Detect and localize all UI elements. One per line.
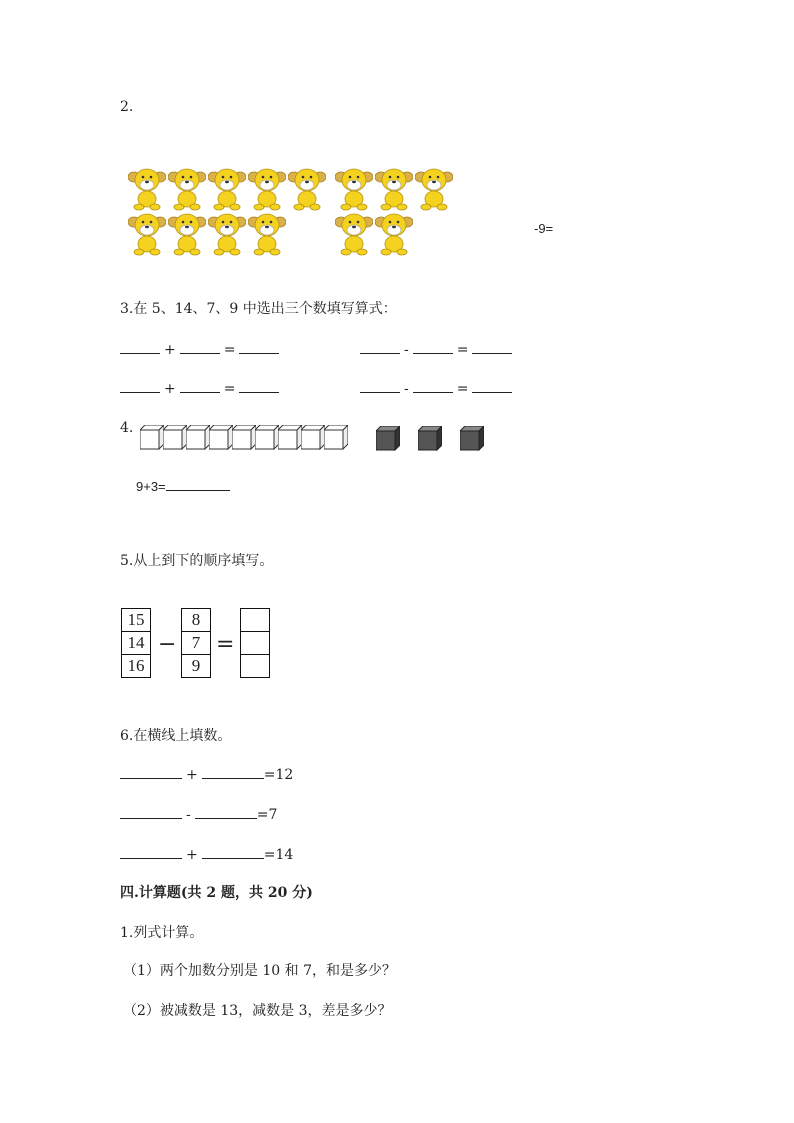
answer-blank[interactable] [120, 804, 182, 819]
plus-sign: + [164, 342, 176, 358]
result-text: =7 [256, 807, 278, 823]
q3-eq-plus-1 [120, 339, 279, 360]
dog-icon [128, 165, 166, 211]
answer-blank[interactable] [413, 339, 453, 354]
operator: + [186, 847, 198, 863]
q4-equation-line [136, 476, 230, 497]
number-cell: 15 [122, 609, 150, 632]
equals-sign: = [456, 381, 469, 397]
operator: - [186, 807, 191, 823]
q6-line-2 [120, 804, 277, 825]
q4-number: 4. [120, 420, 134, 436]
answer-blank[interactable] [472, 378, 512, 393]
q5-prompt: 5.从上到下的顺序填写。 [120, 553, 274, 569]
dark-cube-icon [460, 426, 484, 451]
answer-blank[interactable] [180, 378, 220, 393]
operator: + [186, 767, 198, 783]
white-cube-icon [324, 425, 348, 450]
equals-sign: = [456, 342, 469, 358]
answer-blank[interactable] [180, 339, 220, 354]
white-cube-icon [163, 425, 187, 450]
dog-icon [168, 210, 206, 256]
q3-eq-plus-2 [120, 378, 279, 399]
calc-sub1: （1）两个加数分别是 10 和 7，和是多少？ [123, 963, 396, 979]
answer-blank[interactable] [472, 339, 512, 354]
dog-icon [415, 165, 453, 211]
answer-blank[interactable] [195, 804, 257, 819]
calc-q1: 1.列式计算。 [120, 925, 204, 941]
q2-number: 2. [120, 99, 134, 115]
q3-eq-minus-2 [360, 378, 512, 399]
minus-sign: - [404, 342, 409, 358]
equals-sign: = [223, 342, 236, 358]
answer-cell[interactable] [241, 655, 269, 677]
result-text: =12 [263, 767, 294, 783]
white-cube-icon [255, 425, 279, 450]
answer-blank[interactable] [239, 339, 279, 354]
white-cube-icon [232, 425, 256, 450]
answer-blank[interactable] [202, 844, 264, 859]
dog-icon [335, 210, 373, 256]
dog-icon [128, 210, 166, 256]
number-cell: 16 [127, 656, 145, 675]
q6-prompt: 6.在横线上填数。 [120, 728, 232, 744]
answer-blank[interactable] [120, 764, 182, 779]
dog-icon [335, 165, 373, 211]
answer-cell[interactable] [241, 632, 269, 655]
white-cube-icon [186, 425, 210, 450]
answer-blank[interactable] [239, 378, 279, 393]
plus-sign: + [164, 381, 176, 397]
answer-blank[interactable] [413, 378, 453, 393]
number-cell: 8 [182, 609, 210, 632]
dog-icon [288, 165, 326, 211]
answer-blank[interactable] [360, 339, 400, 354]
number-cell: 14 [122, 632, 150, 655]
section-heading: 四.计算题(共 2 题，共 20 分) [120, 885, 313, 901]
number-cell: 9 [191, 656, 201, 675]
white-cube-icon [140, 425, 164, 450]
minus-sign: - [404, 381, 409, 397]
dark-cube-icon [418, 426, 442, 451]
dog-icon [375, 165, 413, 211]
q6-line-1 [120, 764, 293, 785]
equals-sign: = [216, 632, 235, 657]
white-cube-icon [278, 425, 302, 450]
minus-sign: − [158, 632, 177, 657]
answer-blank[interactable] [360, 378, 400, 393]
answer-column [240, 608, 270, 678]
dog-icon [208, 210, 246, 256]
answer-cell[interactable] [241, 609, 269, 632]
equals-sign: = [223, 381, 236, 397]
q2-equation-tail: -9= [534, 221, 554, 236]
dog-icon [208, 165, 246, 211]
q6-line-3 [120, 844, 293, 865]
dog-icon [168, 165, 206, 211]
subtrahend-column [181, 608, 211, 678]
dog-icon [248, 165, 286, 211]
dark-cube-icon [376, 426, 400, 451]
calc-sub2: （2）被减数是 13，减数是 3，差是多少？ [123, 1003, 392, 1019]
minuend-column [121, 608, 151, 678]
q3-eq-minus-1 [360, 339, 512, 360]
q4-equation: 9+3= [136, 479, 166, 494]
result-text: =14 [263, 847, 294, 863]
number-cell: 7 [182, 632, 210, 655]
answer-blank[interactable] [120, 378, 160, 393]
white-cube-icon [301, 425, 325, 450]
white-cube-icon [209, 425, 233, 450]
answer-blank[interactable] [120, 339, 160, 354]
dog-icon [248, 210, 286, 256]
q3-prompt: 3.在 5、14、7、9 中选出三个数填写算式： [120, 301, 397, 317]
dog-icon [375, 210, 413, 256]
answer-blank[interactable] [120, 844, 182, 859]
answer-blank[interactable] [202, 764, 264, 779]
answer-blank[interactable] [166, 476, 230, 491]
